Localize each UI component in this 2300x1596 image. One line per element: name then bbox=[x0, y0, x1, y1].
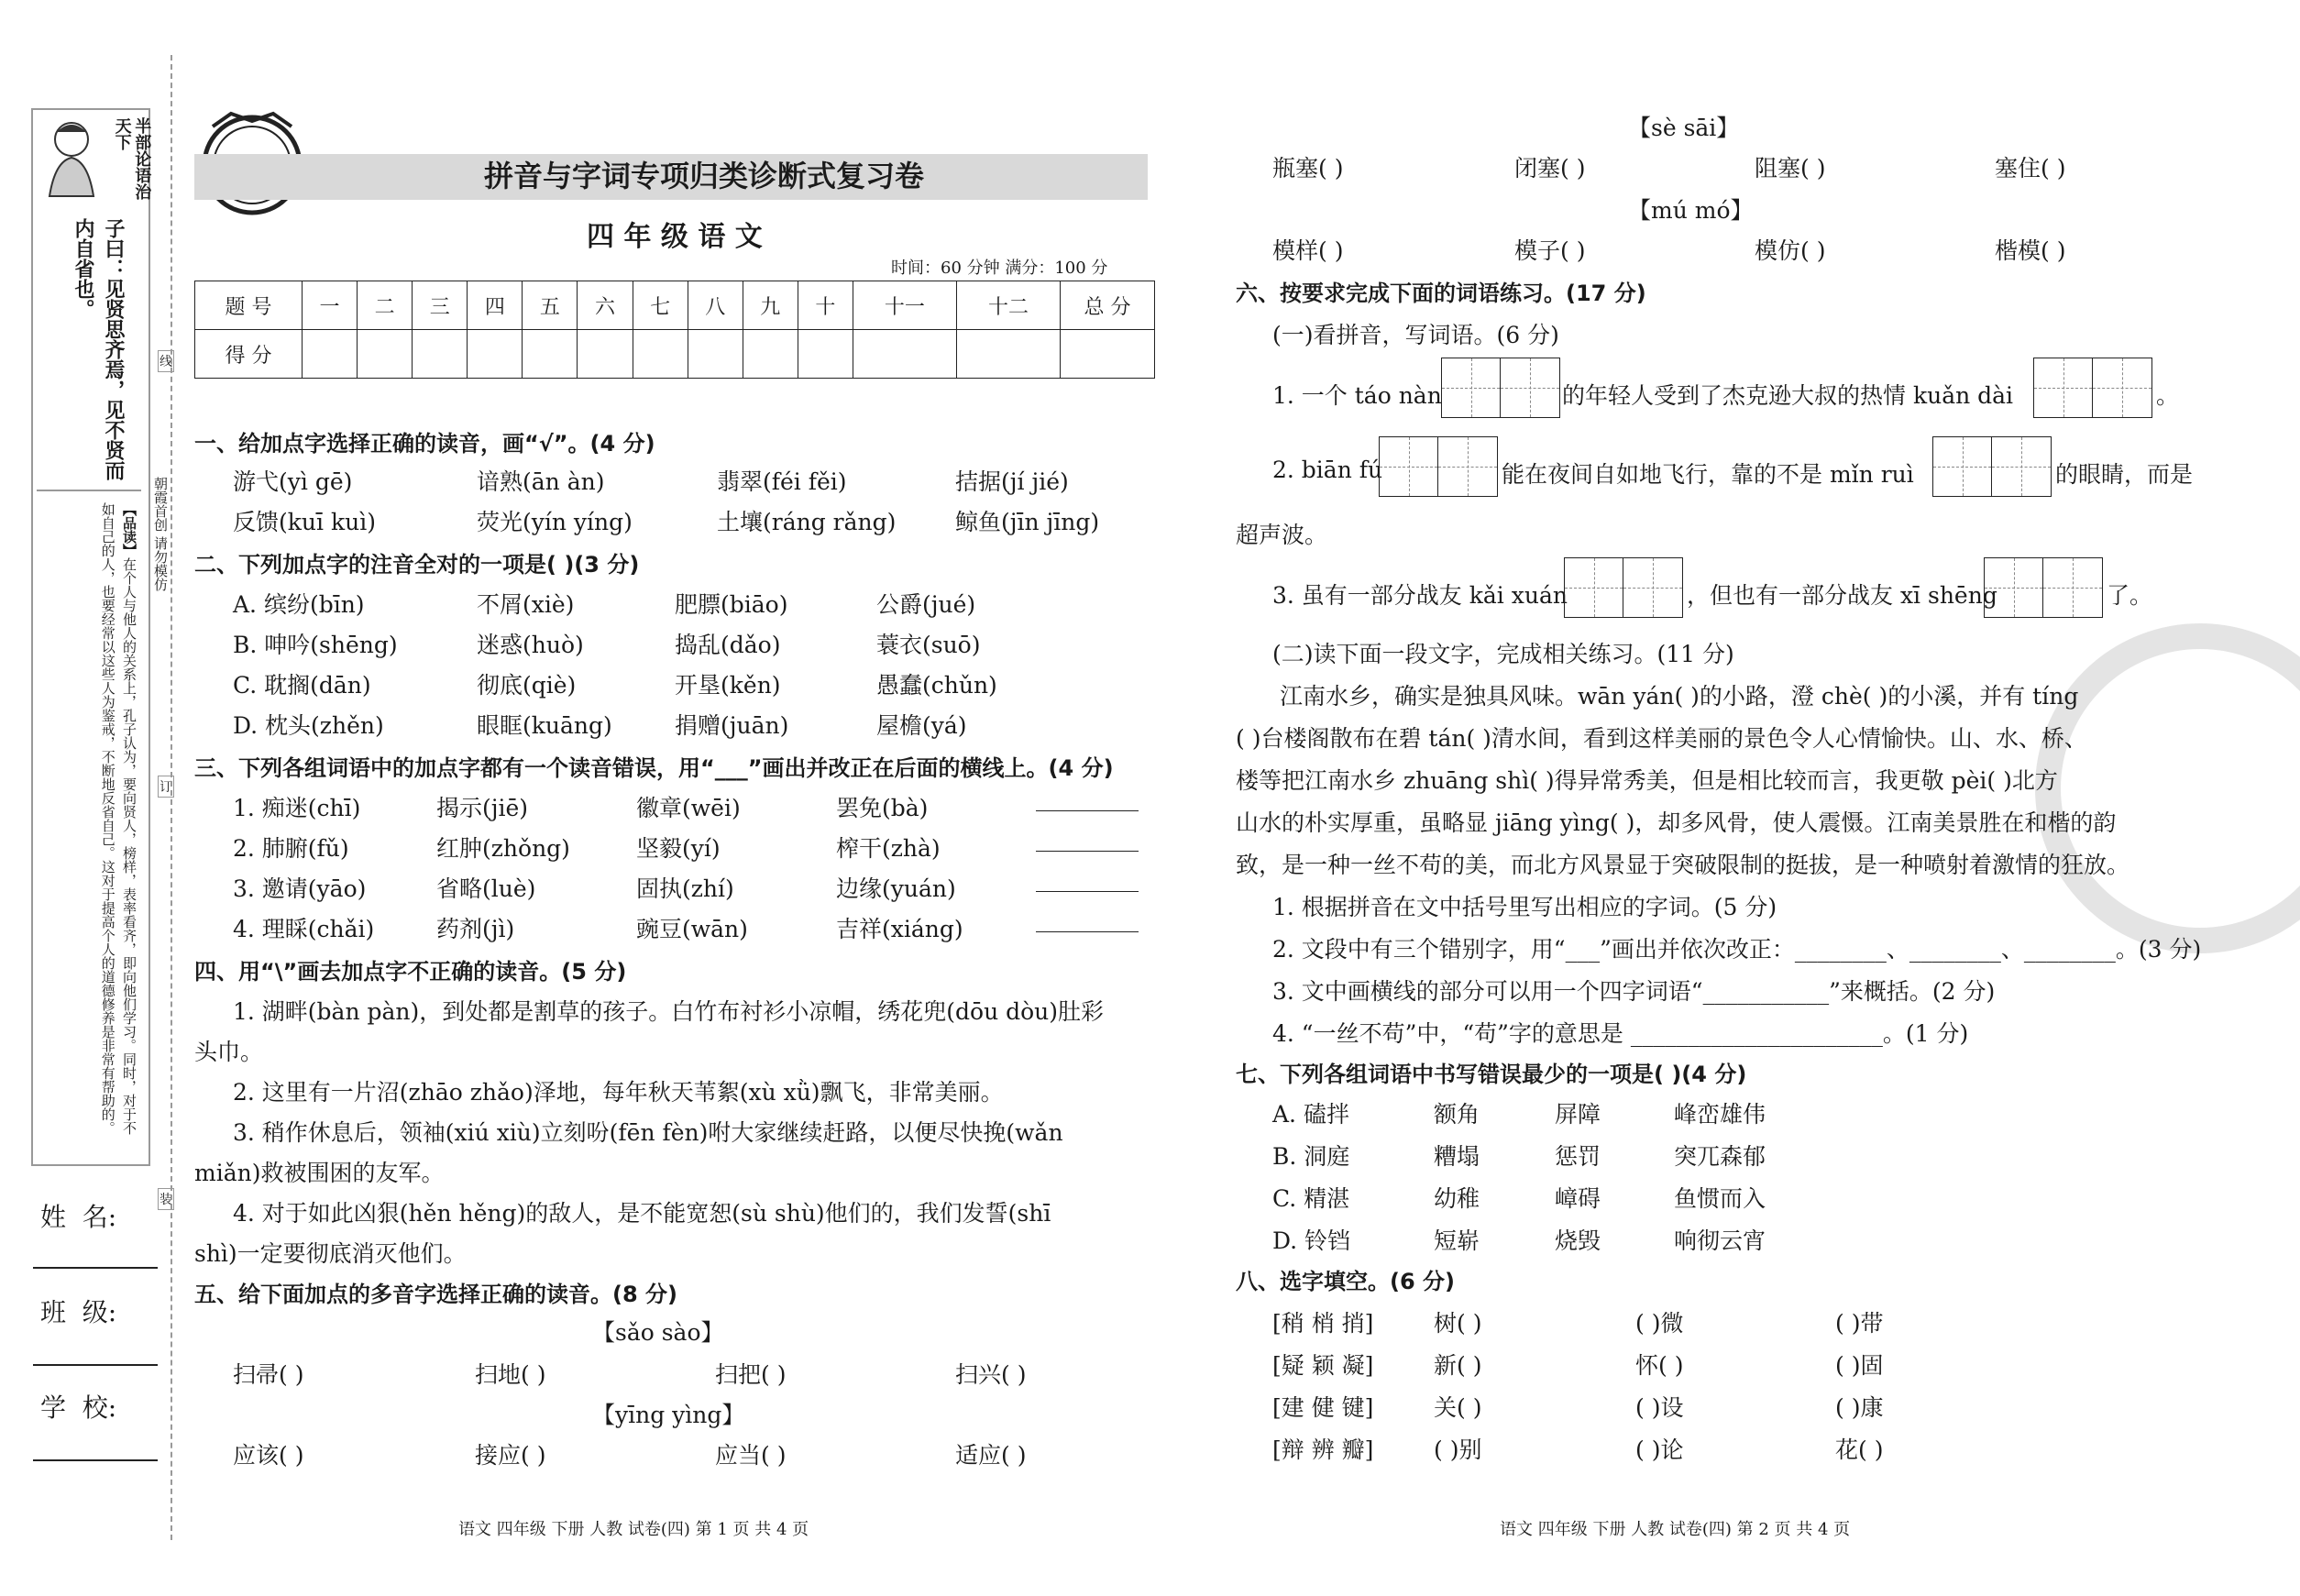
s2-option-a[interactable]: A. 缤纷(bīn) bbox=[233, 591, 365, 618]
s5-item[interactable]: 适应( ) bbox=[955, 1442, 1027, 1469]
s1-item[interactable]: 谙熟(ān àn) bbox=[477, 468, 605, 495]
sidebar-divider bbox=[37, 490, 141, 491]
score-cell: 总 分 bbox=[1061, 281, 1155, 330]
s8-blank[interactable]: ( )固 bbox=[1835, 1352, 1884, 1379]
s6-line3-b: ，但也有一部分战友 xī shēng bbox=[1687, 582, 1997, 609]
s3-answer-line[interactable] bbox=[1036, 851, 1139, 852]
section-2-title: 二、下列加点字的注音全对的一项是( )(3 分) bbox=[194, 552, 640, 578]
time-info: 时间：60 分钟 满分：100 分 bbox=[891, 259, 1108, 278]
s8-blank[interactable]: ( )论 bbox=[1635, 1436, 1684, 1463]
s6-question[interactable]: 2. 文段中有三个错别字，用“___”画出并依次改正：________、________、________。(3 分) bbox=[1272, 936, 2202, 963]
s6-passage: 致，是一种一丝不苟的美，而北方风景显于突破限制的挺拔，是一种喷射着激情的狂放。 bbox=[1236, 852, 2130, 878]
answer-grid[interactable] bbox=[1932, 436, 2052, 497]
s6-line1-c: 。 bbox=[2156, 382, 2180, 409]
score-input[interactable] bbox=[853, 330, 956, 379]
s5-item[interactable]: 接应( ) bbox=[475, 1442, 546, 1469]
s4-paragraph[interactable]: miǎn)救被围困的友军。 bbox=[194, 1160, 445, 1186]
s4-paragraph: 头巾。 bbox=[194, 1039, 264, 1065]
s6-line2-a: 2. biān fú bbox=[1272, 457, 1383, 483]
section-8-title: 八、选字填空。(6 分) bbox=[1236, 1269, 1455, 1294]
s2-item: 愚蠢(chǔn) bbox=[876, 672, 997, 699]
s6-question: 1. 根据拼音在文中括号里写出相应的字词。(5 分) bbox=[1272, 894, 1777, 920]
footer-left: 语文 四年级 下册 人教 试卷(四) 第 1 页 共 4 页 bbox=[458, 1520, 809, 1539]
sidebar-quote: 子曰：见贤思齐焉，见不贤而内自省也。 bbox=[72, 218, 126, 480]
s1-item[interactable]: 反馈(kuī kuì) bbox=[233, 509, 376, 535]
class-line[interactable] bbox=[33, 1364, 158, 1366]
s1-item[interactable]: 荧光(yín yíng) bbox=[477, 509, 633, 535]
score-input[interactable] bbox=[413, 330, 468, 379]
s2-option-c[interactable]: C. 耽搁(dān) bbox=[233, 672, 371, 699]
s3-item: 徽章(wēi) bbox=[636, 795, 741, 821]
s7-item: 糟塌 bbox=[1434, 1143, 1480, 1170]
s3-item: 4. 理睬(chǎi) bbox=[233, 916, 375, 942]
s5-item[interactable]: 扫地( ) bbox=[475, 1361, 546, 1388]
page-subtitle: 四 年 级 语 文 bbox=[587, 221, 763, 253]
s7-option-a[interactable]: A. 磕拌 bbox=[1272, 1101, 1349, 1128]
name-line[interactable] bbox=[33, 1267, 158, 1269]
s2-item: 眼眶(kuāng) bbox=[477, 712, 612, 739]
school-line[interactable] bbox=[33, 1459, 158, 1461]
s8-blank[interactable]: ( )康 bbox=[1835, 1394, 1884, 1421]
s5-item[interactable]: 闭塞( ) bbox=[1514, 155, 1586, 182]
s7-option-b[interactable]: B. 洞庭 bbox=[1272, 1143, 1350, 1170]
s6-sub2: (二)读下面一段文字，完成相关练习。(11 分) bbox=[1272, 641, 1734, 667]
s2-item: 彻底(qiè) bbox=[477, 672, 577, 699]
s3-item: 榨干(zhà) bbox=[836, 835, 941, 862]
s3-item: 省略(luè) bbox=[436, 875, 536, 902]
s8-char-group: [疑 颖 凝] bbox=[1272, 1352, 1374, 1379]
name-label: 姓 名: bbox=[40, 1202, 117, 1232]
s5-item[interactable]: 模子( ) bbox=[1514, 237, 1586, 264]
s7-item: 额角 bbox=[1434, 1101, 1480, 1128]
s7-option-c[interactable]: C. 精湛 bbox=[1272, 1185, 1350, 1212]
s6-line2-d: 超声波。 bbox=[1236, 522, 1328, 548]
s8-blank[interactable]: ( )别 bbox=[1434, 1436, 1482, 1463]
s7-item: 屏障 bbox=[1555, 1101, 1601, 1128]
score-input[interactable] bbox=[743, 330, 798, 379]
answer-grid[interactable] bbox=[1441, 358, 1560, 418]
class-label: 班 级: bbox=[40, 1297, 117, 1327]
s6-line2-c: 的眼睛，而是 bbox=[2055, 461, 2194, 488]
s7-item: 惩罚 bbox=[1555, 1143, 1601, 1170]
score-cell: 十 bbox=[798, 281, 853, 330]
s7-option-d[interactable]: D. 铃铛 bbox=[1272, 1227, 1351, 1254]
avatar-illustration bbox=[37, 116, 106, 198]
section-6-title: 六、按要求完成下面的词语练习。(17 分) bbox=[1236, 281, 1646, 306]
s8-char-group: [辩 辨 瓣] bbox=[1272, 1436, 1374, 1463]
section-4-title: 四、用“\”画去加点字不正确的读音。(5 分) bbox=[194, 959, 627, 985]
s8-blank[interactable]: 花( ) bbox=[1835, 1436, 1884, 1463]
s6-question[interactable]: 4. “一丝不苟”中，“苟”字的意思是 ______________________。(1 分) bbox=[1272, 1020, 1969, 1047]
s3-item: 3. 邀请(yāo) bbox=[233, 875, 367, 902]
s6-line1-b: 的年轻人受到了杰克逊大叔的热情 kuǎn dài bbox=[1562, 382, 2014, 409]
s5-group-label: 【mú mó】 bbox=[1628, 197, 1754, 224]
s7-item: 突兀森郁 bbox=[1674, 1143, 1766, 1170]
s4-paragraph[interactable]: 1. 湖畔(bàn pàn)，到处都是割草的孩子。白竹布衬衫小凉帽，绣花兜(dōu dòu)肚彩 bbox=[233, 998, 1105, 1025]
s3-item: 2. 肺腑(fǔ) bbox=[233, 835, 349, 862]
s5-group-label: 【sè sāi】 bbox=[1628, 115, 1740, 141]
sidebar-top-label: 半部论语治天下 bbox=[112, 117, 152, 200]
score-cell: 题 号 bbox=[195, 281, 303, 330]
score-input[interactable] bbox=[523, 330, 578, 379]
s1-item[interactable]: 鲸鱼(jīn jīng) bbox=[955, 509, 1100, 535]
s1-item[interactable]: 土壤(ráng rǎng) bbox=[717, 509, 897, 535]
s3-answer-line[interactable] bbox=[1036, 810, 1139, 811]
s7-item: 响彻云宵 bbox=[1674, 1227, 1766, 1254]
section-7-title: 七、下列各组词语中书写错误最少的一项是( )(4 分) bbox=[1236, 1062, 1747, 1087]
score-input[interactable] bbox=[578, 330, 633, 379]
page-title: 拼音与字词专项归类诊断式复习卷 bbox=[484, 159, 925, 193]
s5-item[interactable]: 塞住( ) bbox=[1995, 155, 2066, 182]
s2-item: 屋檐(yá) bbox=[876, 712, 967, 739]
sidebar-reading bbox=[40, 502, 139, 1144]
s1-item[interactable]: 翡翠(féi fěi) bbox=[717, 468, 847, 495]
s7-item: 短崭 bbox=[1434, 1227, 1480, 1254]
s2-item: 捐赠(juān) bbox=[675, 712, 789, 739]
s5-item[interactable]: 应当( ) bbox=[715, 1442, 787, 1469]
section-3-title: 三、下列各组词语中的加点字都有一个读音错误，用“___”画出并改正在后面的横线上。(4 分) bbox=[194, 755, 1114, 781]
s7-item: 鱼惯而入 bbox=[1674, 1185, 1766, 1212]
reading-label: 【品读】 bbox=[121, 502, 138, 557]
score-input[interactable] bbox=[688, 330, 743, 379]
s6-line3-c: 了。 bbox=[2107, 582, 2153, 609]
s5-item[interactable]: 应该( ) bbox=[233, 1442, 304, 1469]
s6-line1-a: 1. 一个 táo nàn bbox=[1272, 382, 1442, 409]
s4-paragraph[interactable]: shì)一定要彻底消灭他们。 bbox=[194, 1240, 467, 1267]
bind-mark-1: 线 bbox=[158, 350, 174, 372]
s2-item: 不屑(xiè) bbox=[477, 591, 575, 618]
s3-item: 药剂(jì) bbox=[436, 916, 515, 942]
s3-item: 揭示(jiē) bbox=[436, 795, 529, 821]
s7-item: 峰峦雄伟 bbox=[1674, 1101, 1766, 1128]
score-cell: 四 bbox=[468, 281, 523, 330]
sidebar bbox=[0, 0, 170, 1596]
answer-grid[interactable] bbox=[2033, 358, 2152, 418]
s6-question[interactable]: 3. 文中画横线的部分可以用一个四字词语“___________”来概括。(2 分) bbox=[1272, 978, 1996, 1005]
s3-item: 吉祥(xiáng) bbox=[836, 916, 963, 942]
s1-item[interactable]: 游弋(yì gē) bbox=[233, 468, 353, 495]
s4-paragraph[interactable]: 4. 对于如此凶狠(hěn hěng)的敌人，是不能宽恕(sù shù)他们的，我们发誓(shī bbox=[233, 1200, 1051, 1227]
s5-item[interactable]: 扫把( ) bbox=[715, 1361, 787, 1388]
s2-option-b[interactable]: B. 呻吟(shēng) bbox=[233, 632, 398, 658]
score-row-values bbox=[195, 330, 1155, 379]
score-input[interactable] bbox=[468, 330, 523, 379]
s2-item: 肥膘(biāo) bbox=[675, 591, 788, 618]
s8-blank[interactable]: ( )带 bbox=[1835, 1310, 1884, 1337]
answer-grid[interactable] bbox=[1564, 557, 1683, 618]
score-cell: 八 bbox=[688, 281, 743, 330]
s3-item: 1. 痴迷(chī) bbox=[233, 795, 361, 821]
s3-item: 边缘(yuán) bbox=[836, 875, 956, 902]
school-label: 学 校: bbox=[40, 1392, 117, 1423]
s4-paragraph[interactable]: 2. 这里有一片沼(zhāo zhǎo)泽地，每年秋天苇絮(xù xǜ)飘飞，非常美丽。 bbox=[233, 1079, 1004, 1106]
s5-item[interactable]: 模仿( ) bbox=[1755, 237, 1826, 264]
s8-char-group: [建 健 键] bbox=[1272, 1394, 1374, 1421]
s3-item: 豌豆(wān) bbox=[636, 916, 748, 942]
score-cell: 九 bbox=[743, 281, 798, 330]
s8-blank[interactable]: ( )设 bbox=[1635, 1394, 1684, 1421]
s5-item[interactable]: 扫兴( ) bbox=[955, 1361, 1027, 1388]
s2-item: 迷惑(huò) bbox=[477, 632, 584, 658]
s8-blank[interactable]: 新( ) bbox=[1434, 1352, 1482, 1379]
s1-item[interactable]: 拮据(jí jié) bbox=[955, 468, 1069, 495]
s3-item: 坚毅(yí) bbox=[636, 835, 721, 862]
score-cell: 十一 bbox=[853, 281, 956, 330]
s3-item: 罢免(bà) bbox=[836, 795, 929, 821]
s7-item: 烧毁 bbox=[1555, 1227, 1601, 1254]
s2-item: 公爵(jué) bbox=[876, 591, 976, 618]
bind-mark-2: 订 bbox=[158, 776, 174, 798]
score-cell: 一 bbox=[303, 281, 358, 330]
score-input[interactable] bbox=[798, 330, 853, 379]
score-cell: 二 bbox=[358, 281, 413, 330]
s6-line2-b: 能在夜间自如地飞行，靠的不是 mǐn ruì bbox=[1502, 461, 1914, 488]
s8-blank[interactable]: 树( ) bbox=[1434, 1310, 1482, 1337]
s6-line3-a: 3. 虽有一部分战友 kǎi xuán bbox=[1272, 582, 1568, 609]
score-input[interactable] bbox=[358, 330, 413, 379]
bind-mark-3: 装 bbox=[158, 1188, 174, 1210]
s4-paragraph[interactable]: 3. 稍作休息后，领袖(xiú xiù)立刻吩(fēn fèn)咐大家继续赶路，以便尽快挽(wǎn bbox=[233, 1119, 1063, 1146]
s5-item[interactable]: 扫帚( ) bbox=[233, 1361, 304, 1388]
score-cell: 六 bbox=[578, 281, 633, 330]
score-input[interactable] bbox=[303, 330, 358, 379]
score-input[interactable] bbox=[633, 330, 688, 379]
answer-grid[interactable] bbox=[1984, 557, 2103, 618]
s5-group-label: 【yīng yìng】 bbox=[592, 1402, 745, 1428]
s7-item: 嶂碍 bbox=[1555, 1185, 1601, 1212]
s6-passage: 楼等把江南水乡 zhuāng shì( )得异常秀美，但是相比较而言，我更敬 pèi( )北方 bbox=[1236, 767, 2058, 794]
score-input[interactable] bbox=[1061, 330, 1155, 379]
s5-item[interactable]: 阻塞( ) bbox=[1755, 155, 1826, 182]
s8-blank[interactable]: ( )微 bbox=[1635, 1310, 1684, 1337]
score-cell: 十二 bbox=[956, 281, 1060, 330]
s5-group-label: 【sǎo sào】 bbox=[592, 1319, 724, 1346]
s6-passage: ( )台楼阁散布在碧 tán( )清水间，看到这样美丽的景色令人心情愉快。山、水、桥、 bbox=[1236, 725, 2087, 752]
s6-passage: 江南水乡，确实是独具风味。wān yán( )的小路，澄 chè( )的小溪，并有 tíng bbox=[1280, 683, 2079, 710]
section-5-title: 五、给下面加点的多音字选择正确的读音。(8 分) bbox=[194, 1282, 677, 1307]
score-table bbox=[194, 281, 1155, 379]
score-cell: 得 分 bbox=[195, 330, 303, 379]
s2-item: 蓑衣(suō) bbox=[876, 632, 981, 658]
score-input[interactable] bbox=[956, 330, 1060, 379]
s7-item: 幼稚 bbox=[1434, 1185, 1480, 1212]
s6-passage: 山水的朴实厚重，虽略显 jiāng yìng( )，却多风骨，使人震慑。江南美景胜在和楷的韵 bbox=[1236, 809, 2117, 836]
score-cell: 五 bbox=[523, 281, 578, 330]
answer-grid[interactable] bbox=[1379, 436, 1498, 497]
s8-blank[interactable]: 怀( ) bbox=[1635, 1352, 1684, 1379]
s2-item: 开垦(kěn) bbox=[675, 672, 781, 699]
s5-item[interactable]: 瓶塞( ) bbox=[1272, 155, 1344, 182]
side-mark: 朝霞首创 请勿模仿 bbox=[152, 477, 169, 591]
s5-item[interactable]: 模样( ) bbox=[1272, 237, 1344, 264]
s3-answer-line[interactable] bbox=[1036, 931, 1139, 932]
cut-line bbox=[171, 55, 172, 1540]
reading-text: 在个人与他人的关系上，孔子认为，要向贤人，榜样，表率看齐，即向他们学习。同时，对于不如自己的人，也要经常以这些人为鉴戒，不断地反省自己。这对于提高个人的道德修养是非常有帮助的。 bbox=[99, 502, 138, 1135]
section-1-title: 一、给加点字选择正确的读音，画“√”。(4 分) bbox=[194, 431, 655, 457]
s3-item: 固执(zhí) bbox=[636, 875, 734, 902]
score-row-header bbox=[195, 281, 1155, 330]
watermark-seal bbox=[2035, 623, 2300, 953]
score-cell: 三 bbox=[413, 281, 468, 330]
s3-answer-line[interactable] bbox=[1036, 891, 1139, 892]
footer-right: 语文 四年级 下册 人教 试卷(四) 第 2 页 共 4 页 bbox=[1500, 1520, 1851, 1539]
s8-blank[interactable]: 关( ) bbox=[1434, 1394, 1482, 1421]
s2-item: 捣乱(dǎo) bbox=[675, 632, 781, 658]
s3-item: 红肿(zhǒng) bbox=[436, 835, 570, 862]
s6-sub1: (一)看拼音，写词语。(6 分) bbox=[1272, 322, 1559, 348]
score-cell: 七 bbox=[633, 281, 688, 330]
s5-item[interactable]: 楷模( ) bbox=[1995, 237, 2066, 264]
s8-char-group: [稍 梢 捎] bbox=[1272, 1310, 1374, 1337]
s2-option-d[interactable]: D. 枕头(zhěn) bbox=[233, 712, 384, 739]
